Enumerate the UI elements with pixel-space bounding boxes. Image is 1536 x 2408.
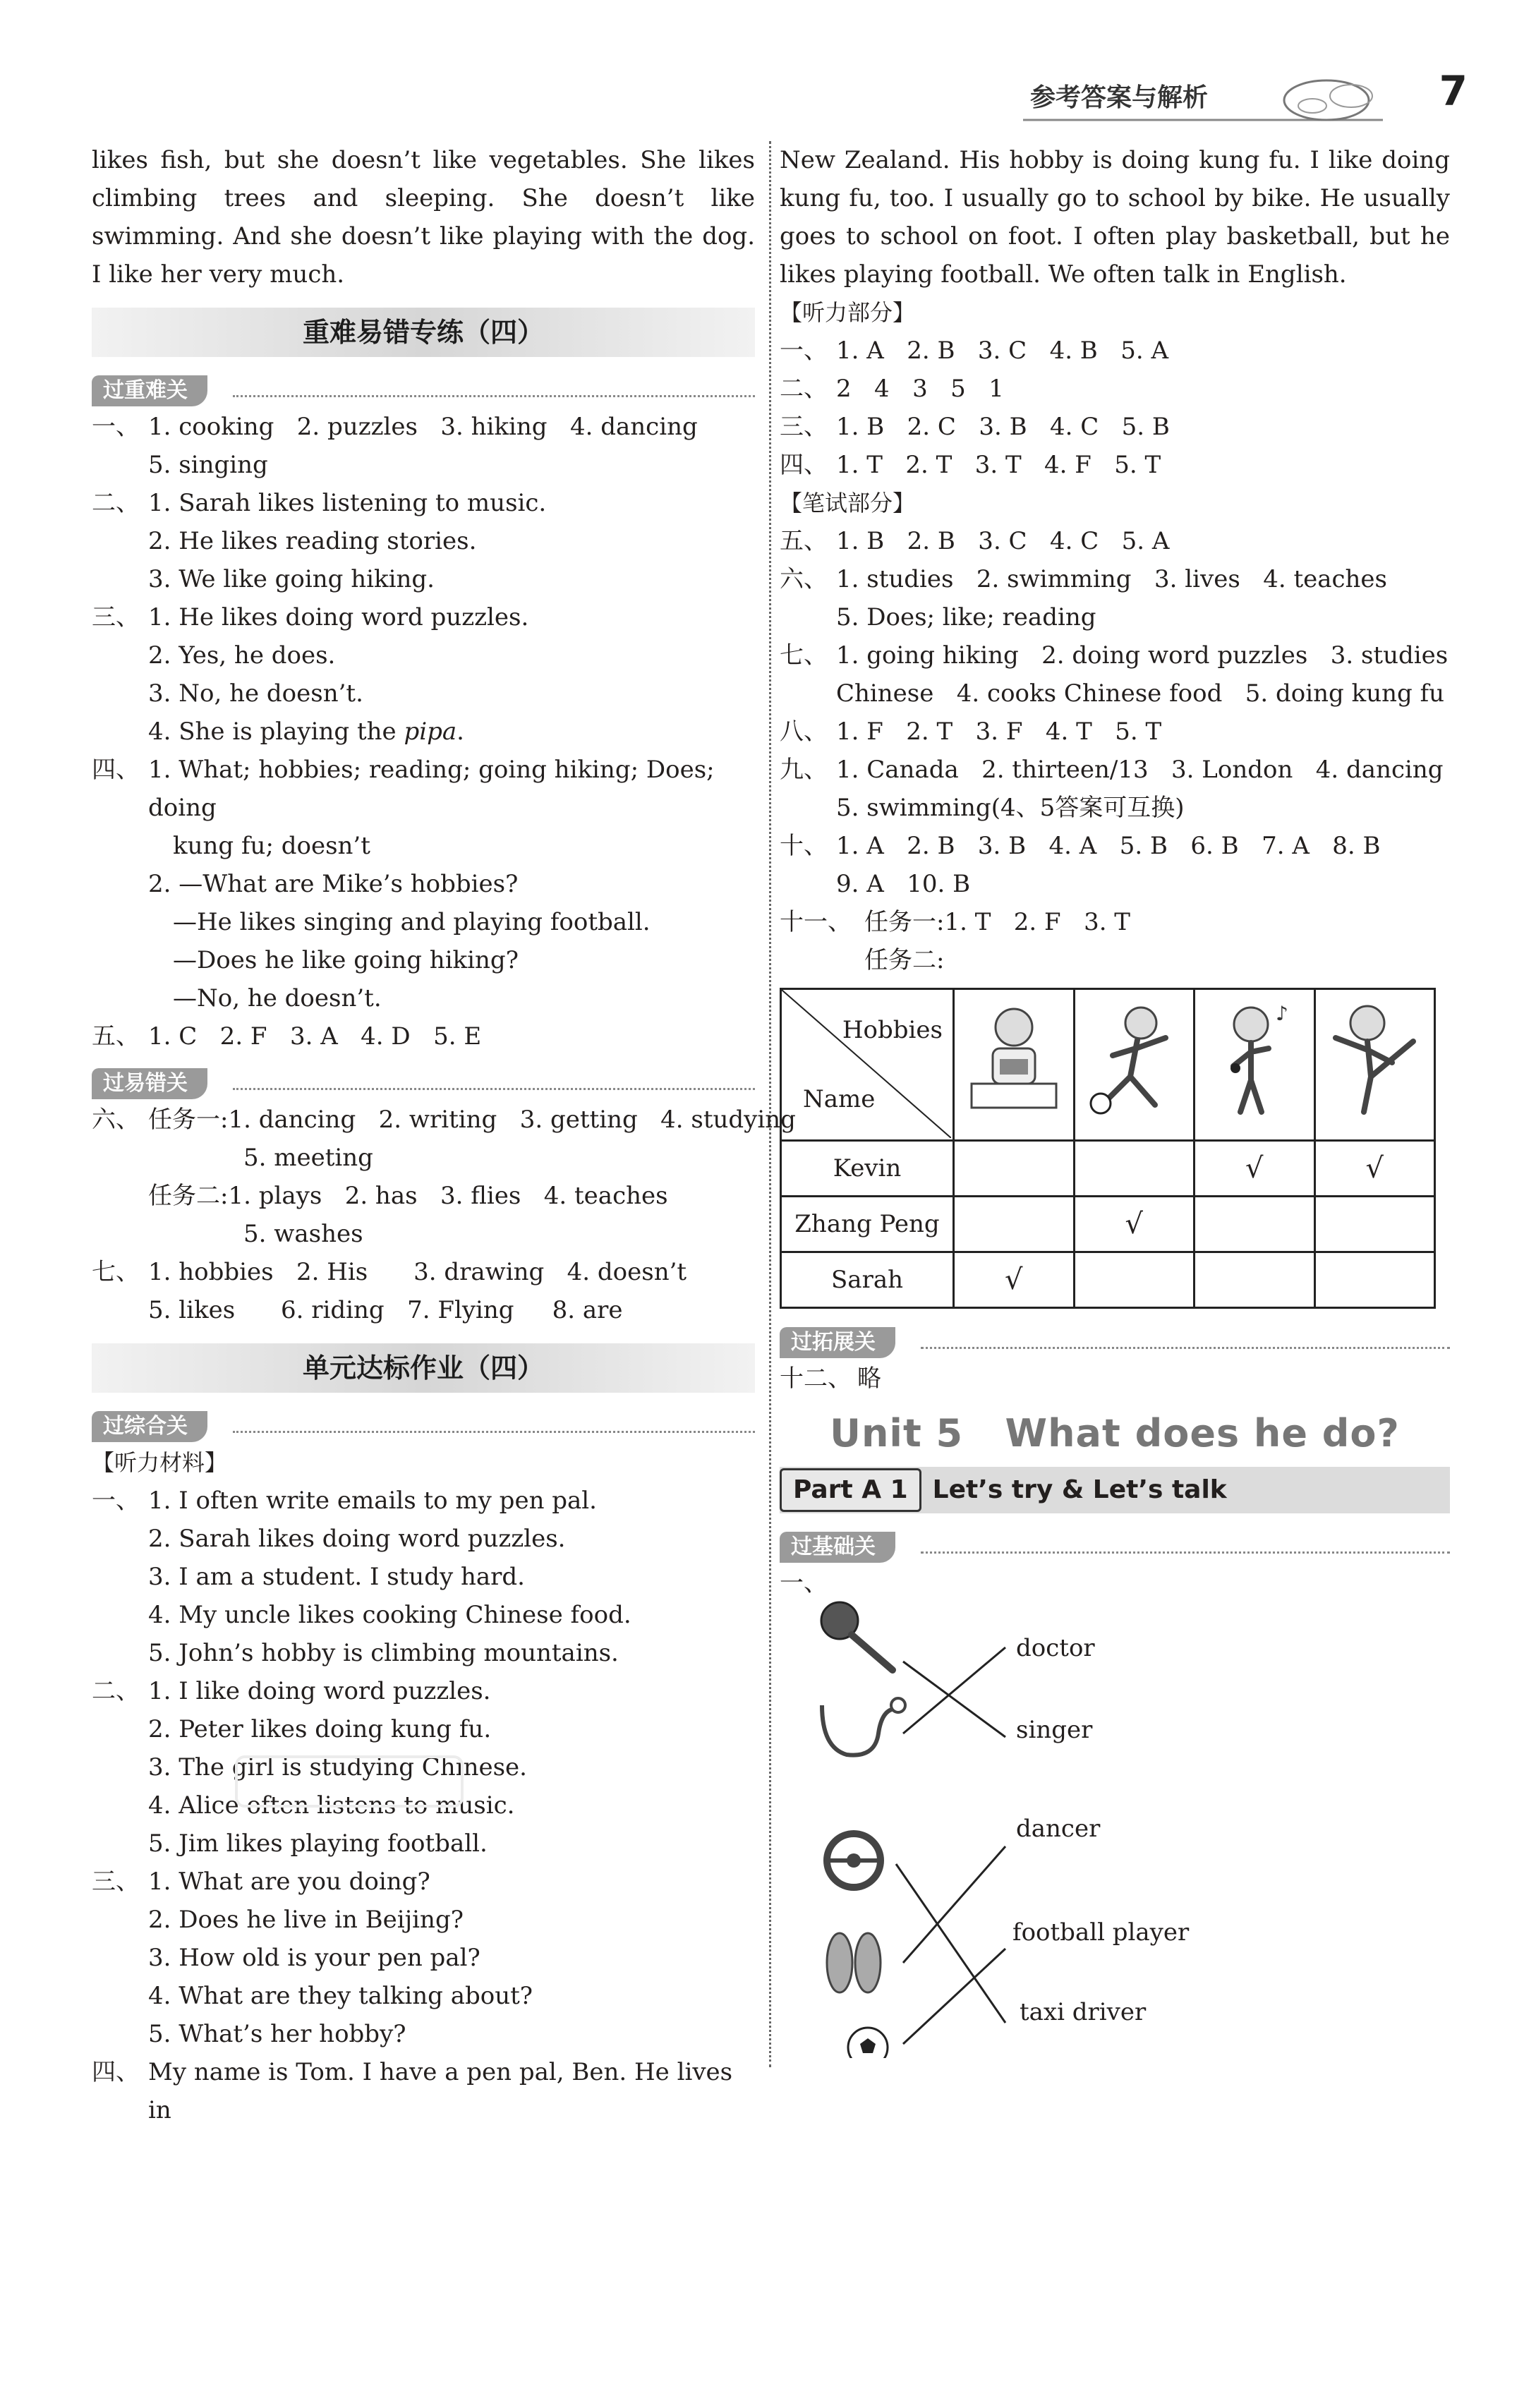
answer-line: 2. Does he live in Beijing? [148,1906,464,1934]
question-number: 二、 [92,1677,140,1705]
answer-text: 1. Sarah likes listening to music. [148,489,547,517]
question-number: 一、 [780,1569,828,1597]
answer-line [92,598,755,636]
answer-line [92,751,755,827]
tag-label: 过易错关 [92,1068,207,1099]
tag-label: 过拓展关 [780,1327,895,1358]
answer-line: 5. swimming(4、5答案可互换) [836,794,1185,822]
answer-text: 1. studies 2. swimming 3. lives 4. teaches [836,565,1388,593]
answer-line [92,484,755,522]
check-cell [954,1141,1075,1197]
question-number: 四、 [92,756,140,784]
answer-text: 1. hobbies 2. His 3. drawing 4. doesn’t [148,1258,687,1286]
music-note-icon: ♪ [1275,1002,1288,1025]
answer-line: 5. What’s her hobby? [148,2020,406,2048]
answer-line: 3. I am a student. I study hard. [148,1563,525,1591]
answer-line [92,1101,796,1139]
answer-text: 任务一:1. dancing 2. writing 3. getting 4. studying [148,1106,796,1134]
name-header: Name [803,1085,876,1113]
answer-line: —He likes singing and playing football. [173,908,651,936]
question-number: 三、 [92,1868,140,1896]
answer-line: 3. We like going hiking. [148,565,435,593]
hobby-kungfu-cell [1314,989,1435,1141]
question-number: 一、 [92,413,140,441]
question-number: 一、 [92,1487,140,1515]
name-cell: Sarah [781,1252,954,1308]
tag-dotted-line [233,1088,755,1090]
page-number: 7 [1439,67,1468,115]
diagonal-header-cell [781,989,954,1141]
question-number: 五、 [92,1022,140,1051]
check-cell: √ [1314,1141,1435,1197]
written-part-label: 【笔试部分】 [780,490,916,516]
answer-line: 5. Does; like; reading [836,603,1096,631]
answer-line [780,408,1450,446]
match-word-dancer: dancer [1016,1815,1101,1843]
check-cell [1074,1252,1195,1308]
answer-line: 2. Peter likes doing kung fu. [148,1715,492,1743]
question-number: 四、 [780,451,828,479]
answer-line: 3. No, he doesn’t. [148,679,363,708]
answer-line: 5. washes [243,1220,363,1248]
answer-line: 2. —What are Mike’s hobbies? [148,870,519,898]
steering-wheel-icon [827,1834,881,1887]
matching-drawing [780,1564,1450,2058]
match-word-football-player: football player [1012,1918,1190,1947]
answer-line: 任务二:1. plays 2. has 3. flies 4. teaches [148,1182,668,1210]
answer-line [92,1863,755,1901]
right-column [780,141,1450,2058]
tag-row [92,1403,755,1441]
answer-line: 5. John’s hobby is climbing mountains. [148,1639,619,1667]
tag-label: 过综合关 [92,1411,207,1442]
answer-line: Chinese 4. cooks Chinese food 5. doing kung fu [836,679,1445,708]
answer-line [92,408,755,446]
check-cell [1195,1197,1315,1252]
answer-text: 1. I like doing word puzzles. [148,1677,491,1705]
part-label: Part A 1 [780,1468,921,1512]
answer-line: kung fu; doesn’t [173,832,370,860]
section-title-unit-homework: 单元达标作业（四） [92,1343,755,1393]
answer-text: 1. What are you doing? [148,1868,430,1896]
tag-row [92,1060,755,1098]
part-bar [780,1467,1450,1513]
answer-line: 任务二: [864,946,945,974]
check-cell: √ [1195,1141,1315,1197]
tag-row [780,1319,1450,1357]
continued-paragraph: New Zealand. His hobby is doing kung fu. I like doing kung fu, too. I usually go to school by bike. He usually goes to school on foot. I often play basketball, but he likes playing football. We often talk in English. [780,146,1450,289]
matching-lines [896,1647,1005,2044]
answer-text: 1. C 2. F 3. A 4. D 5. E [148,1022,482,1051]
answer-text: 1. T 2. T 3. T 4. F 5. T [836,451,1161,479]
tag-dotted-line [921,1551,1450,1554]
football-icon [848,2028,888,2058]
answer-line [780,522,1450,560]
check-cell [1195,1252,1315,1308]
hobby-football-cell [1074,989,1195,1141]
watermark [233,1750,473,1815]
listening-part-label: 【听力部分】 [780,299,916,326]
answer-text: 1. cooking 2. puzzles 3. hiking 4. dancing [148,413,698,441]
tag-dotted-line [233,395,755,397]
answer-line: 2. He likes reading stories. [148,527,477,555]
answer-line [780,636,1450,674]
name-cell: Kevin [781,1141,954,1197]
table-row [781,1141,1435,1197]
table-row [781,1197,1435,1252]
question-number: 七、 [92,1258,140,1286]
answer-line [780,1360,1450,1398]
match-word-doctor: doctor [1016,1634,1095,1662]
kung-fu-icon [1322,999,1427,1119]
answer-text: 1. I often write emails to my pen pal. [148,1487,597,1515]
answer-line [92,1672,755,1710]
answer-line [780,446,1450,484]
answer-line [780,560,1450,598]
answer-line: 5. singing [148,451,268,479]
answer-line: 4. What are they talking about? [148,1982,533,2010]
question-number: 三、 [92,603,140,631]
section-title-practice: 重难易错专练（四） [92,308,755,357]
answer-line [780,903,1450,941]
question-number: 十一、 [780,908,852,936]
answer-text: 1. F 2. T 3. F 4. T 5. T [836,718,1162,746]
answer-text: 任务一:1. T 2. F 3. T [864,908,1130,936]
football-icon [1081,999,1187,1119]
tag-label: 过基础关 [780,1532,895,1563]
answer-line: 5. likes 6. riding 7. Flying 8. are [148,1296,623,1324]
check-cell: √ [1074,1197,1195,1252]
answer-text: 4. She is playing the [148,718,404,746]
name-cell: Zhang Peng [781,1197,954,1252]
match-word-taxi-driver: taxi driver [1020,1998,1147,2026]
left-column [92,141,796,2129]
answer-text: 1. B 2. B 3. C 4. C 5. A [836,527,1170,555]
check-cell [954,1197,1075,1252]
hobby-reading-cell [954,989,1075,1141]
answer-text: 1. What; hobbies; reading; going hiking; Does; doing [148,756,715,822]
question-number: 四、 [92,2058,140,2086]
answer-text: 2 4 3 5 1 [836,375,1004,403]
answer-line [92,1482,755,1520]
singing-icon [1202,999,1307,1119]
table-row [781,1252,1435,1308]
tag-dotted-line [921,1347,1450,1349]
check-cell [1314,1252,1435,1308]
question-number: 八、 [780,718,828,746]
question-number: 六、 [780,565,828,593]
answer-line: 9. A 10. B [836,870,971,898]
microphone-icon [821,1602,893,1670]
hobbies-header: Hobbies [842,1016,943,1044]
answer-line: 5. meeting [243,1144,373,1172]
answer-text: 1. A 2. B 3. B 4. A 5. B 6. B 7. A 8. B [836,832,1381,860]
matching-exercise [780,1564,1450,2058]
hobby-table [780,988,1436,1309]
table-header-row [781,989,1435,1141]
question-number: 一、 [780,337,828,365]
check-cell: √ [954,1252,1075,1308]
question-number: 二、 [780,375,828,403]
question-number: 五、 [780,527,828,555]
check-cell [1314,1197,1435,1252]
question-number: 十二、 [780,1365,852,1393]
part-subtitle: Let’s try & Let’s talk [932,1475,1227,1504]
ballet-shoes-icon [827,1933,881,1992]
answer-line: 4. My uncle likes cooking Chinese food. [148,1601,631,1629]
tag-dotted-line [233,1431,755,1433]
answer-line [780,713,1450,751]
answer-text: 1. He likes doing word puzzles. [148,603,529,631]
answer-line: 5. Jim likes playing football. [148,1829,488,1858]
question-number: 二、 [92,489,140,517]
page-header [1016,65,1468,135]
unit-title: Unit 5 What does he do? [830,1411,1400,1456]
answer-text: 1. B 2. C 3. B 4. C 5. B [836,413,1170,441]
header-title: 参考答案与解析 [1030,83,1209,112]
answer-line: 2. Sarah likes doing word puzzles. [148,1525,566,1553]
tag-row [780,1523,1450,1561]
tag-row [92,367,755,405]
answer-text: My name is Tom. I have a pen pal, Ben. He lives in [148,2058,733,2124]
answer-text: 略 [857,1365,881,1393]
question-number: 七、 [780,641,828,670]
answer-italic: pipa [404,718,457,746]
intro-paragraph: likes fish, but she doesn’t like vegetables. She likes climbing trees and sleeping. She doesn’t like swimming. And she doesn’t like playing with the dog. I like her very much. [92,146,755,289]
question-number: 十、 [780,832,828,860]
answer-line [780,332,1450,370]
answer-line: —No, he doesn’t. [173,984,382,1012]
answer-text: . [456,718,464,746]
tag-label: 过重难关 [92,375,207,406]
answer-line: 3. How old is your pen pal? [148,1944,480,1972]
check-cell [1074,1141,1195,1197]
question-number: 三、 [780,413,828,441]
answer-line [92,1017,755,1055]
hobby-singing-cell [1195,989,1315,1141]
answer-line [92,713,755,751]
answer-line [780,751,1450,789]
answer-text: 1. going hiking 2. doing word puzzles 3. studies [836,641,1449,670]
stethoscope-icon [822,1698,905,1755]
watermark-graphic [233,1750,473,1813]
question-number: 六、 [92,1106,140,1134]
answer-line: 2. Yes, he does. [148,641,336,670]
match-word-singer: singer [1016,1716,1093,1744]
question-number: 九、 [780,756,828,784]
answer-line [92,1253,755,1291]
answer-line [780,370,1450,408]
answer-text: 1. Canada 2. thirteen/13 3. London 4. dancing [836,756,1444,784]
reading-icon [961,999,1067,1119]
answer-text: 1. A 2. B 3. C 4. B 5. A [836,337,1169,365]
answer-line: 4. Alice often listens to music. [148,1791,515,1820]
answer-line [780,827,1450,865]
answer-line [92,2053,755,2129]
listening-material-label: 【听力材料】 [92,1449,228,1476]
answer-line: 3. The girl is studying Chinese. [148,1753,527,1781]
answer-line: —Does he like going hiking? [173,946,519,974]
